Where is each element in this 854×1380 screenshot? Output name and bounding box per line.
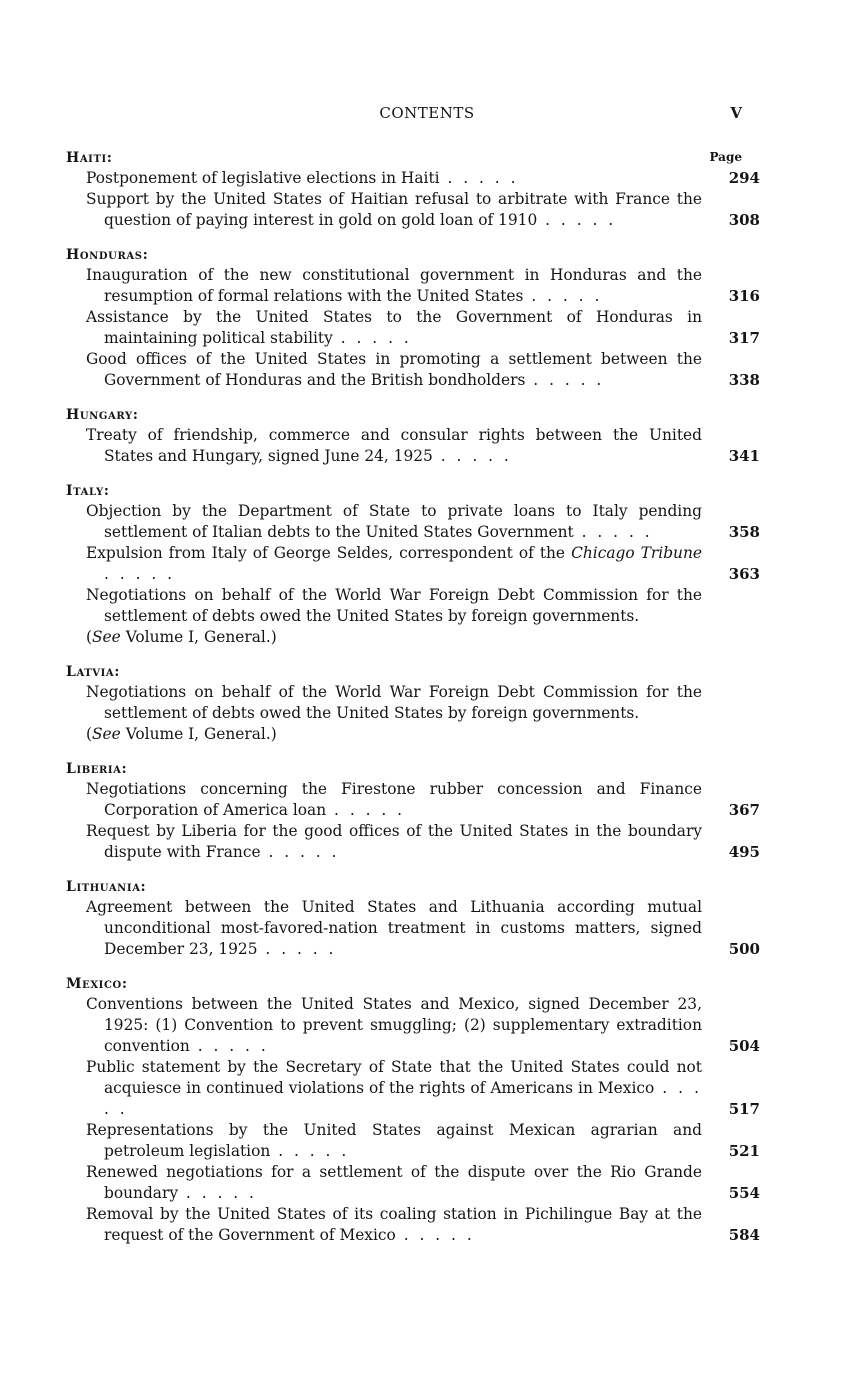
folio-number: V (730, 104, 742, 122)
entry-page-number: 341 (728, 447, 760, 465)
toc-entry (86, 585, 702, 648)
section-heading: Latvia: (66, 664, 121, 680)
entry-note: (See Volume I, General.) (86, 628, 277, 646)
entry-see: See (92, 628, 121, 646)
section-heading: Mexico: (66, 976, 128, 992)
entry-text: Removal by the United States of its coaling station in Pichilingue Bay at the request of the Government of Mexico (86, 1205, 702, 1244)
toc-section (66, 759, 760, 863)
entry-text: Objection by the Department of State to private loans to Italy pending settlement of Italian debts to the United States Government (86, 502, 702, 541)
table-of-contents (66, 148, 760, 1260)
entry-text: Good offices of the United States in promoting a settlement between the Government of Honduras and the British bondholders (86, 350, 702, 389)
entry-text: Postponement of legislative elections in Haiti (86, 169, 440, 187)
toc-section (66, 481, 760, 648)
section-heading: Liberia: (66, 761, 128, 777)
toc-section (66, 245, 760, 391)
entry-text: Renewed negotiations for a settlement of the dispute over the Rio Grande boundary (86, 1163, 702, 1202)
entry-text: Expulsion from Italy of George Seldes, correspondent of the (86, 544, 566, 562)
toc-entry (86, 265, 760, 307)
entry-page-number: 363 (728, 565, 760, 583)
entry-text: Support by the United States of Haitian refusal to arbitrate with France the question of paying interest in gold on gold loan of 1910 (86, 190, 702, 229)
entry-text: Conventions between the United States and Mexico, signed December 23, 1925: (1) Convention to prevent smuggling; (2) supplementary extradition convention (86, 995, 702, 1055)
toc-entry (86, 168, 760, 189)
entry-page-number: 554 (728, 1184, 760, 1202)
dot-leaders: . . . . . (439, 169, 519, 187)
toc-section (66, 877, 760, 960)
entry-page-number: 504 (728, 1037, 760, 1055)
dot-leaders: . . . . . (573, 523, 653, 541)
entry-text: Negotiations on behalf of the World War Foreign Debt Commission for the settlement of debts owed the United States by foreign governments. (86, 586, 702, 625)
dot-leaders: . . . . . (332, 329, 412, 347)
toc-entry (86, 779, 760, 821)
entry-page-number: 338 (728, 371, 760, 389)
dot-leaders: . . . . . (104, 565, 176, 583)
entry-page-number: 316 (728, 287, 760, 305)
toc-entry (86, 307, 760, 349)
entry-page-number: 517 (728, 1100, 760, 1118)
entry-text: Assistance by the United States to the Government of Honduras in maintaining political stability (86, 308, 702, 347)
page-column-label: Page (709, 150, 742, 164)
entry-text: Representations by the United States against Mexican agrarian and petroleum legislation (86, 1121, 702, 1160)
toc-entry (86, 349, 760, 391)
dot-leaders: . . . . . (104, 1079, 702, 1118)
toc-section (66, 148, 760, 231)
toc-section (66, 405, 760, 467)
dot-leaders: . . . . . (395, 1226, 475, 1244)
toc-entry (86, 543, 760, 585)
page-title: CONTENTS (379, 104, 475, 122)
toc-entry (86, 897, 760, 960)
entry-page-number: 367 (728, 801, 760, 819)
entry-see: See (92, 725, 121, 743)
dot-leaders: . . . . . (537, 211, 617, 229)
entry-text: Request by Liberia for the good offices of the United States in the boundary dispute with France (86, 822, 702, 861)
entry-note-text: Volume I, General.) (125, 628, 277, 646)
section-heading: Haiti: (66, 150, 113, 166)
entry-text: Negotiations concerning the Firestone rubber concession and Finance Corporation of America loan (86, 780, 702, 819)
dot-leaders: . . . . . (257, 940, 337, 958)
dot-leaders: . . . . . (270, 1142, 350, 1160)
entry-page-number: 358 (728, 523, 760, 541)
toc-entry (86, 1120, 760, 1162)
section-heading: Hungary: (66, 407, 139, 423)
toc-entry (86, 501, 760, 543)
toc-entry (86, 994, 760, 1057)
entry-text: Inauguration of the new constitutional government in Honduras and the resumption of formal relations with the United States (86, 266, 702, 305)
toc-entry (86, 189, 760, 231)
section-heading: Honduras: (66, 247, 149, 263)
dot-leaders: . . . . . (432, 447, 512, 465)
entry-page-number: 521 (728, 1142, 760, 1160)
dot-leaders: . . . . . (189, 1037, 269, 1055)
entry-page-number: 500 (728, 940, 760, 958)
dot-leaders: . . . . . (260, 843, 340, 861)
toc-entry (86, 425, 760, 467)
entry-italic-text: Chicago Tribune (571, 544, 702, 562)
dot-leaders: . . . . . (326, 801, 406, 819)
entry-text: Agreement between the United States and Lithuania according mutual unconditional most-favored-nation treatment in customs matters, signed December 23, 1925 (86, 898, 702, 958)
toc-section (66, 662, 742, 745)
entry-note-text: Volume I, General.) (125, 725, 277, 743)
dot-leaders: . . . . . (178, 1184, 257, 1202)
dot-leaders: . . . . . (525, 371, 605, 389)
toc-entry (86, 1162, 760, 1204)
entry-page-number: 308 (728, 211, 760, 229)
entry-page-number: 294 (728, 169, 760, 187)
toc-entry (86, 1057, 760, 1120)
section-heading: Lithuania: (66, 879, 147, 895)
toc-entry (86, 1204, 760, 1246)
entry-text: Treaty of friendship, commerce and consular rights between the United States and Hungary, signed June 24, 1925 (86, 426, 702, 465)
section-heading: Italy: (66, 483, 110, 499)
entry-page-number: 317 (728, 329, 760, 347)
toc-entry (86, 682, 702, 745)
entry-text: Negotiations on behalf of the World War Foreign Debt Commission for the settlement of debts owed the United States by foreign governments. (86, 683, 702, 722)
entry-page-number: 584 (728, 1226, 760, 1244)
entry-note: (See Volume I, General.) (86, 725, 277, 743)
running-head (0, 104, 854, 126)
toc-section (66, 974, 760, 1246)
entry-page-number: 495 (728, 843, 760, 861)
dot-leaders: . . . . . (523, 287, 603, 305)
toc-entry (86, 821, 760, 863)
entry-text: Public statement by the Secretary of State that the United States could not acquiesce in continued violations of the rights of Americans in Mexico (86, 1058, 702, 1097)
